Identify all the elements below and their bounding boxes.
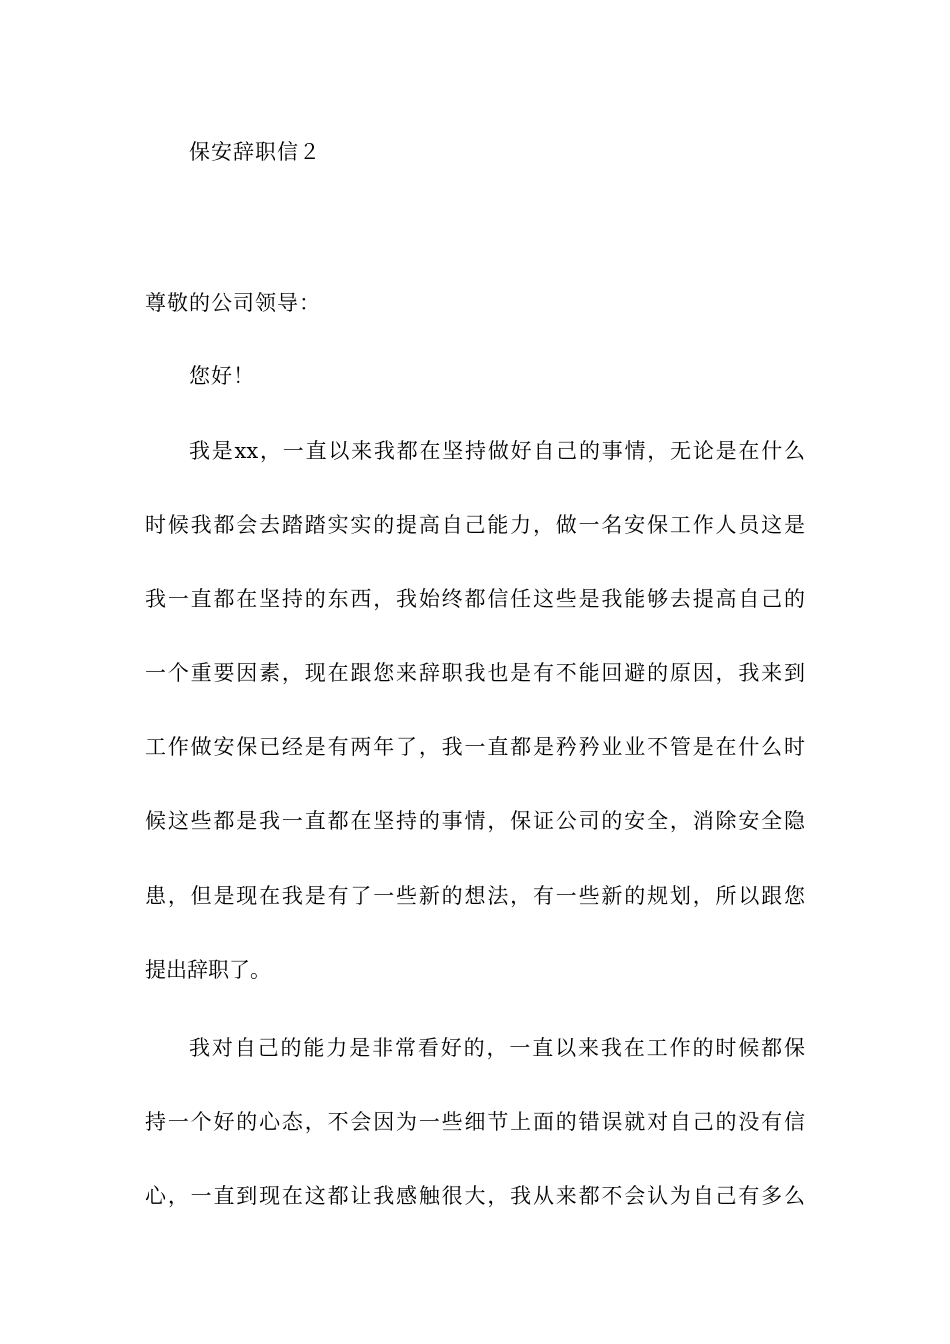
- paragraph-line: 我对自己的能力是非常看好的，一直以来我在工作的时候都保: [189, 1036, 805, 1060]
- paragraph-line: 提出辞职了。: [145, 958, 271, 982]
- paragraph-line: 时候我都会去踏踏实实的提高自己能力，做一名安保工作人员这是: [145, 513, 805, 537]
- paragraph-line: 患，但是现在我是有了一些新的想法，有一些新的规划，所以跟您: [145, 884, 805, 908]
- paragraph-line: 我一直都在坚持的东西，我始终都信任这些是我能够去提高自己的: [145, 587, 805, 611]
- paragraph-line: 我是xx，一直以来我都在坚持做好自己的事情，无论是在什么: [189, 439, 805, 463]
- paragraph-line: 持一个好的心态，不会因为一些细节上面的错误就对自己的没有信: [145, 1110, 805, 1134]
- document-title: 保安辞职信２: [189, 140, 321, 164]
- salutation: 尊敬的公司领导：: [145, 291, 321, 315]
- paragraph-line: 工作做安保已经是有两年了，我一直都是矜矜业业不管是在什么时: [145, 735, 805, 759]
- paragraph-line: 心，一直到现在这都让我感触很大，我从来都不会认为自己有多么: [145, 1184, 805, 1208]
- paragraph-line: 候这些都是我一直都在坚持的事情，保证公司的安全，消除安全隐: [145, 809, 805, 833]
- paragraph-line: 一个重要因素，现在跟您来辞职我也是有不能回避的原因，我来到: [145, 661, 805, 685]
- greeting: 您好！: [189, 364, 255, 388]
